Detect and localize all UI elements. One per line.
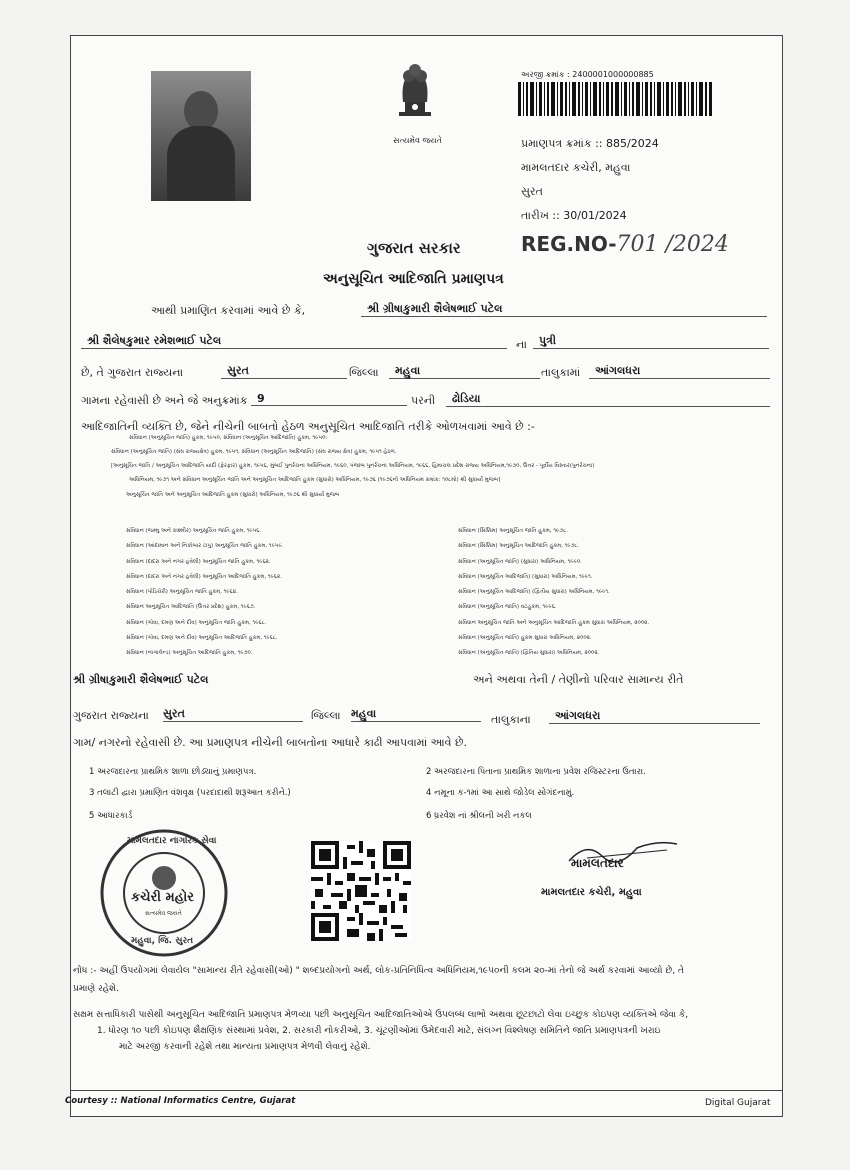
footer-courtesy: Courtesy :: National Informatics Centre, Gujarat	[65, 1096, 296, 1106]
emblem-motto: સત્યમેવ જયતે	[393, 136, 442, 145]
government-title: ગુજરાત સરકાર	[367, 239, 461, 257]
order-line: સંવિધાન (અનુસૂચિત જાતિ) હુકમ, ૧૯૫૦, સંવિધાન (અનુસૂચિત આદિજાતિ) હુકમ, ૧૯૫૦:	[129, 435, 328, 441]
stamp-center: કચેરી મહોર	[131, 890, 194, 905]
stamp-motto: સત્યમેવ જયતે	[145, 910, 182, 917]
orders-left-column	[126, 524, 283, 662]
order-item: સંવિધાન (અનુસૂચિત જાતિ) વટહુકમ, ૧૯૯૬.	[458, 604, 557, 611]
issue-date-row: તારીખ :: 30/01/2024	[521, 209, 627, 222]
registration-number: REG.NO-701 /2024	[521, 232, 729, 257]
order-item: સંવિધાન (ગોવા, દમણ અને દીવ) અનુસૂચિત આદિજાતિ હુકમ, ૧૯૬૮.	[126, 635, 278, 642]
order-item: સંવિધાન (અનુસૂચિત જાતિ) હુકમ સુધારા અધિનિયમ, ૨૦૦૨.	[458, 635, 592, 642]
order-item: સંવિધાન (જમ્મુ અને કાશ્મીર) અનુસૂચિત જાતિ હુકમ, ૧૯૫૬.	[126, 528, 262, 534]
ashoka-emblem-icon	[385, 54, 445, 134]
document-item: 6 ધ્રરવેશ નાં શ્રીલની ખરી નકલ	[426, 811, 532, 821]
application-number: 2400001000000885	[572, 70, 654, 79]
district-label: જિલ્લા	[349, 366, 379, 379]
taluka: મહુવા	[389, 364, 540, 379]
order-item: સંવિધાન અનુસૂચિત જાતિ અને અનુસૂચિત આદિજાતિ હુકમ સુધારા અધિનિયમ, ૨૦૦૨.	[458, 619, 650, 626]
order-item: સંવિધાન (અનુસૂચિત આદિજાતિ) (સુધારા) અધિનિયમ, ૧૯૯૧.	[458, 573, 593, 580]
applicant-name-2: શ્રી ગ્રીષાકુમારી શૈલેષભાઈ પટેલ	[73, 673, 209, 686]
signatory-office: મામલતદાર કચેરી, મહુવા	[541, 887, 642, 898]
note-line: પ્રમાણે રહેશે.	[73, 984, 119, 994]
district-label-2: જિલ્લા	[311, 709, 341, 722]
taluka-2: મહુવા	[351, 707, 481, 722]
certificate-meta	[521, 132, 659, 228]
village: આંગલધરા	[589, 364, 770, 379]
stamp-bottom: મહુવા, જિ. સુરત	[131, 936, 194, 946]
document-item: 3 તલાટી દ્વારા પ્રમાણિત વંશવૃક્ષ (પરદાદાથી શરૂઆત કરીને.)	[89, 788, 291, 798]
order-item: સંવિધાન (અનુસૂચિત જાતિ) (સુધારા) અધિનિયમ, ૧૯૯૦.	[458, 558, 582, 565]
na-label: ના	[516, 338, 527, 351]
order-item: સંવિધાન (અનુસૂચિત જાતિ) (દ્વિતિય સુધારા) અધિનિયમ, ૨૦૦૨.	[458, 650, 600, 657]
relation: પુત્રી	[533, 334, 769, 349]
order-item: સંવિધાન (અનુસૂચિત આદિજાતિ) (દ્વિતીય સુધારા) અધિનિયમ, ૧૯૯૧.	[458, 589, 610, 596]
order-line: [અનુસૂચિત જાતિ / અનુસૂચિત આદિજાતિ યાદી (ફેરફાર) હુકમ, ૧૯૫૬, મુંબઈ પુનર્રચના અધિનિયમ, ૧૯૬૦, પંજાબ પુનર્રચના અધિનિયમ, ૧૯૬૬, હિમાચલ પ્રદેશ રાજ્ય અધિનિયમ,૧૯૭૦, ઉત્તર - પૂર્વીય વિસ્તાર(પુનર્રચના)	[111, 463, 595, 469]
applicant-photo	[151, 71, 251, 201]
taluka-label-2: તાલુકાના	[491, 713, 531, 726]
serial-text: ગામના રહેવાસી છે અને જે અનુક્રમાંક	[81, 394, 248, 407]
family-text: અને અથવા તેની / તેણીનો પરિવાર સામાન્ય રીતે	[473, 673, 684, 686]
village-2: આંગલધરા	[549, 709, 760, 724]
certificate-title: અનુસૂચિત આદિજાતિ પ્રમાણપત્ર	[323, 271, 504, 287]
issuing-office: મામલતદાર કચેરી, મહુવા	[521, 161, 631, 174]
issue-date: 30/01/2024	[563, 209, 627, 222]
note-line: માટે અરજી કરવાની રહેશે તથા માન્યતા પ્રમાણપત્ર મેળવી લેવાનું રહેશે.	[119, 1042, 371, 1052]
district-2: સુરત	[163, 707, 303, 722]
state-text-2: ગુજરાત રાજ્યના	[73, 709, 149, 722]
certificate-page	[65, 35, 783, 1117]
community: ઢોડિયા	[446, 392, 770, 407]
order-item: સંવિધાન (પોંડિચેરી) અનુસૂચિત જાતિ હુકમ, ૧૯૬૪.	[126, 589, 238, 596]
document-item: 5 આધારકાર્ડ	[89, 811, 133, 821]
district: સુરત	[221, 364, 347, 379]
registration-number-handwritten: 701 /2024	[616, 232, 729, 257]
order-item: સંવિધાન (સિક્કિમ) અનુસૂચિત આદિજાતિ હુકમ, ૧૯૭૮.	[458, 543, 580, 550]
certify-text: આથી પ્રમાણિત કરવામાં આવે છે કે,	[151, 304, 306, 317]
office-stamp	[97, 826, 231, 960]
issuing-place: સુરત	[521, 185, 543, 198]
order-item: સંવિધાન (દાદરા અને નગર હવેલી) અનુસૂચિત આદિજાતિ હુકમ, ૧૯૬૨.	[126, 573, 282, 580]
order-item: સંવિધાન (નાગાલેન્ડ) અનુસૂચિત આદિજાતિ હુકમ, ૧૯૭૦.	[126, 650, 253, 657]
order-item: સંવિધાન અનુસૂચિત આદિજાતિ (ઉત્તર પ્રદેશ) હુકમ, ૧૯૬૭.	[126, 604, 256, 611]
order-line: અધિનિયમ, ૧૯૭૧ અને સંવિધાન અનુસૂચિત જાતિ અને અનુસૂચિત આદિજાતિ હુકમ (સુધારો) અધિનિયમ, ૧૯૭૬ (૧૯૭૬નો અધિનિયમ ક્રમાંક: ૧૦૮મો) થી સુધાર્યા મુજબ]	[129, 477, 501, 483]
state-text: છે, તે ગુજરાત રાજ્યના	[81, 366, 184, 379]
recognized-text: આદિજાતિની વ્યક્તિ છે, જેને નીચેની બાબતો હેઠળ અનુસૂચિત આદિજાતિ તરીકે ઓળખવામાં આવે છે :-	[81, 420, 535, 433]
application-number-label: અરજી ક્રમાંક : 2400001000000885	[521, 70, 654, 79]
note-line: સક્ષમ સત્તાધિકારી પાસેથી અનુસૂચિત આદિજાતિ પ્રમાણપત્ર મેળવ્યા પછી અનુસૂચિત આદિજાતિઓએ ઉપલબ્ધ લાભો અથવા છૂટછાટો લેવા ઇચ્છુક કોઇપણ વ્યક્તિએ જેવા કે,	[73, 1010, 689, 1020]
signatory-designation: મામલતદાર	[571, 856, 624, 870]
certificate-number: :: 885/2024	[595, 137, 659, 150]
orders-right-column	[458, 524, 649, 662]
order-item: સંવિધાન (દાદરા અને નગર હવેલી) અનુસૂચિત જાતિ હુકમ, ૧૯૬૨.	[126, 558, 271, 565]
order-item: સંવિધાન (સિક્કિમ) અનુસૂચિત જાતિ હુકમ, ૧૯૭૮.	[458, 528, 568, 534]
resident-text: ગામ/ નગરનો રહેવાસી છે. આ પ્રમાણપત્ર નીચેની બાબતોના આધારે કાઢી આપવામાં આવે છે.	[73, 736, 468, 749]
barcode	[518, 82, 713, 120]
order-line: અનુસૂચિત જાતિ અને અનુસૂચિત આદિજાતિ હુકમ (સુધારો) અધિનિયમ, ૧૯૭૬ થી સુધાર્યા મુજબ	[126, 492, 340, 498]
parent-name: શ્રી શૈલેષકુમાર રમેશભાઈ પટેલ	[81, 334, 507, 349]
taluka-label: તાલુકામાં	[541, 366, 581, 379]
footer-divider	[71, 1090, 782, 1091]
community-text: પરની	[411, 394, 436, 407]
document-item: 2 અરજદારના પિતાના પ્રાથમિક શાળાના પ્રવેશ રજિસ્ટરના ઉતારા.	[426, 767, 646, 777]
note-line: 1. ધોરણ ૧૦ પછી કોઇપણ શૈક્ષણિક સંસ્થામાં પ્રવેશ, 2. સરકારી નોકરીઓ, 3. ચૂંટણીઓમાં ઉમેદવારી માટે, સંલગ્ન વિશ્લેષણ સમિતિને જાતિ પ્રમાણપત્રની ખરાઇ	[97, 1026, 661, 1036]
footer-brand: Digital Gujarat	[705, 1098, 771, 1108]
note-line: નોંધ :- અહીં ઉપયોગમાં લેવાયેલ "સામાન્ય રીતે રહેવાસી(ઓ) " શબ્દપ્રયોગનો અર્થ, લોક-પ્રતિનિધિત્વ અધિનિયમ,૧૯૫૦ની કલમ ૨૦-માં તેનો જે અર્થ કરવામાં આવ્યો છે, તે	[73, 966, 685, 976]
serial-number: 9	[251, 392, 407, 406]
certificate-number-row: પ્રમાણપત્ર ક્રમાંક :: 885/2024	[521, 137, 659, 150]
applicant-name: શ્રી ગ્રીષાકુમારી શૈલેષભાઈ પટેલ	[361, 302, 767, 317]
order-line: સંવિધાન (અનુસૂચિત જાતિ) (સંઘ રાજ્યક્ષેત્ર) હુકમ, ૧૯૫૧, સંવિધાન (અનુસૂચિત આદિજાતિ) (સંઘ રાજ્ય ક્ષેત્ર) હુકમ, ૧૯૫૧ હેઠળ.	[111, 449, 397, 455]
qr-code	[311, 841, 411, 941]
document-item: 1 અરજદારના પ્રાથમિક શાળા છોડ્યાનું પ્રમાણપત્ર.	[89, 767, 257, 777]
document-item: 4 નમૂના ક-૧માં આ સાથે જોડેલ સોગંદનામું.	[426, 788, 575, 798]
order-item: સંવિધાન (આંદામાન અને નિકોબાર ટાપુ) અનુસૂચિત જાતિ હુકમ, ૧૯૫૯.	[126, 543, 284, 550]
order-item: સંવિધાન (ગોવા, દમણ અને દીવ) અનુસૂચિત જાતિ હુકમ, ૧૯૬૮.	[126, 619, 267, 626]
stamp-ring-top: મામલતદાર નાગરિક સેવા	[127, 836, 217, 846]
